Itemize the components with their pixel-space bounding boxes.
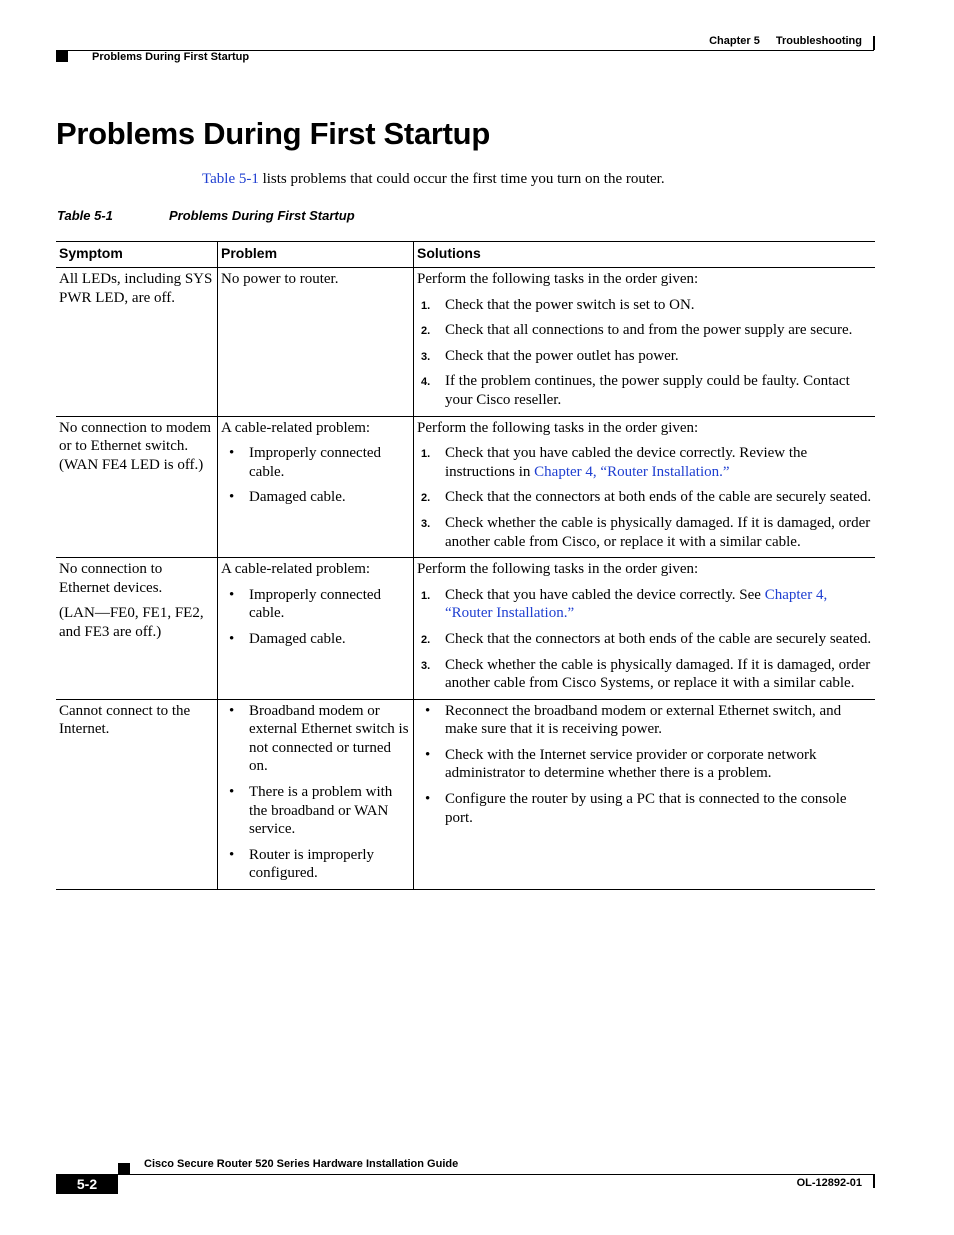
bullet-icon: •: [229, 586, 235, 603]
bullet-icon: •: [229, 702, 235, 719]
bullet-icon: •: [425, 702, 431, 719]
problem-bullet: • There is a problem with the broadband or WAN service.: [229, 784, 393, 838]
chapter-link[interactable]: Chapter 4, “Router Installation.”: [534, 463, 730, 480]
table-row: [56, 558, 875, 700]
problem-bullet: • Router is improperly configured.: [229, 846, 374, 882]
problem-text: No power to router.: [221, 271, 339, 287]
problem-bullet: • Improperly connected cable.: [229, 586, 382, 622]
problem-cell: [218, 699, 414, 889]
problem-bullet: • Improperly connected cable.: [229, 445, 382, 480]
solutions-cell: [414, 558, 876, 700]
bullet-icon: •: [229, 489, 235, 506]
solution-lead: Perform the following tasks in the order given:: [417, 561, 699, 578]
solution-step: 2. Check that the connectors at both ends of the cable are securely seated.: [421, 489, 872, 506]
solution-step: 2. Check that the connectors at both ends of the cable are securely seated.: [421, 630, 872, 647]
solution-step: 4. If the problem continues, the power supply could be faulty. Contact your Cisco reseller.: [421, 373, 850, 408]
problem-text: A cable-related problem:: [221, 419, 371, 436]
bullet-icon: •: [229, 846, 235, 863]
problem-cell: [218, 416, 414, 558]
problem-bullets: [221, 702, 410, 883]
problem-bullets: [221, 586, 410, 649]
bullet-icon: •: [425, 746, 431, 763]
page-number: 5-2: [56, 1174, 118, 1194]
symptom-cell: [56, 416, 218, 558]
chapter-link[interactable]: Chapter 4, “Router Installation.”: [445, 586, 828, 622]
table-row: [56, 699, 875, 889]
symptom-text: Cannot connect to the Internet.: [59, 702, 191, 738]
solution-step: 1. Check that you have cabled the device correctly. Review the instructions in Chapter 4, “Router Installation.”: [421, 445, 808, 480]
solution-bullets: [417, 702, 872, 828]
symptom-cell: [56, 699, 218, 889]
solutions-cell: [414, 268, 876, 417]
footer-bar: [873, 1175, 875, 1188]
footer-guide-title: Cisco Secure Router 520 Series Hardware Installation Guide: [144, 1158, 459, 1170]
solution-bullet: • Configure the router by using a PC that is connected to the console port.: [425, 791, 847, 826]
problem-bullet: • Damaged cable.: [229, 630, 346, 647]
solution-step: 3. Check whether the cable is physically damaged. If it is damaged, order another cable from Cisco, or replace it with a similar cable.: [421, 514, 871, 550]
solution-lead: Perform the following tasks in the order given:: [417, 271, 699, 287]
solution-steps: [417, 586, 872, 693]
bullet-icon: •: [425, 791, 431, 808]
footer-block: [118, 1163, 130, 1174]
problem-cell: [218, 558, 414, 700]
troubleshooting-table: [56, 241, 875, 890]
solution-step: 3. Check that the power outlet has power.: [421, 347, 679, 364]
chapter-title: Troubleshooting: [775, 35, 862, 47]
intro-paragraph: [202, 171, 665, 188]
problem-bullets: [221, 444, 410, 507]
symptom-cell: [56, 558, 218, 700]
caption-title: Problems During First Startup: [169, 208, 355, 223]
problem-bullet: • Damaged cable.: [229, 489, 346, 506]
table-header-row: [56, 242, 875, 268]
footer-rule: [118, 1174, 875, 1175]
symptom-text: (LAN—FE0, FE1, FE2, and FE3 are off.): [59, 605, 204, 640]
doc-number: OL-12892-01: [796, 1177, 862, 1189]
solution-step: 3. Check whether the cable is physically damaged. If it is damaged, order another cable from Cisco Systems, or replace it with a similar cable.: [421, 656, 871, 692]
running-header-chapter: [709, 35, 862, 47]
problem-cell: [218, 268, 414, 417]
table-caption: [57, 208, 355, 223]
symptom-text: No connection to modem or to Ethernet switch. (WAN FE4 LED is off.): [59, 419, 212, 473]
header-bar: [873, 36, 875, 50]
solution-bullet: • Check with the Internet service provider or corporate network administrator to determine whether there is a problem.: [425, 746, 817, 782]
bullet-icon: •: [229, 784, 235, 801]
page-title: Problems During First Startup: [56, 116, 490, 151]
solution-steps: [417, 444, 872, 551]
bullet-icon: •: [229, 630, 235, 647]
header-block: [56, 51, 68, 62]
symptom-cell: [56, 268, 218, 417]
solution-bullet: • Reconnect the broadband modem or external Ethernet switch, and make sure that it is receiving power.: [425, 702, 842, 738]
solution-steps: [417, 296, 872, 410]
solution-lead: Perform the following tasks in the order given:: [417, 419, 699, 436]
running-header-section: Problems During First Startup: [92, 51, 250, 63]
column-header-problem: Problem: [218, 242, 414, 268]
problem-bullet: • Broadband modem or external Ethernet switch is not connected or turned on.: [229, 702, 409, 775]
intro-text: lists problems that could occur the first time you turn on the router.: [258, 171, 665, 187]
solutions-cell: [414, 416, 876, 558]
column-header-solutions: Solutions: [414, 242, 876, 268]
symptom-text: All LEDs, including SYS PWR LED, are off.: [59, 271, 213, 306]
table-row: [56, 268, 875, 417]
solution-step: 1. Check that the power switch is set to ON.: [421, 296, 695, 313]
solution-step: 2. Check that all connections to and from the power supply are secure.: [421, 322, 853, 339]
column-header-symptom: Symptom: [56, 242, 218, 268]
bullet-icon: •: [229, 445, 235, 462]
solution-step: 1. Check that you have cabled the device correctly. See Chapter 4, “Router Installation.”: [421, 586, 828, 622]
caption-label: Table 5-1: [57, 208, 113, 223]
table-link[interactable]: Table 5-1: [202, 171, 259, 187]
table-row: [56, 416, 875, 558]
solutions-cell: [414, 699, 876, 889]
chapter-label: Chapter 5: [709, 35, 760, 47]
problem-text: A cable-related problem:: [221, 561, 371, 578]
symptom-text: No connection to Ethernet devices.: [59, 561, 163, 596]
